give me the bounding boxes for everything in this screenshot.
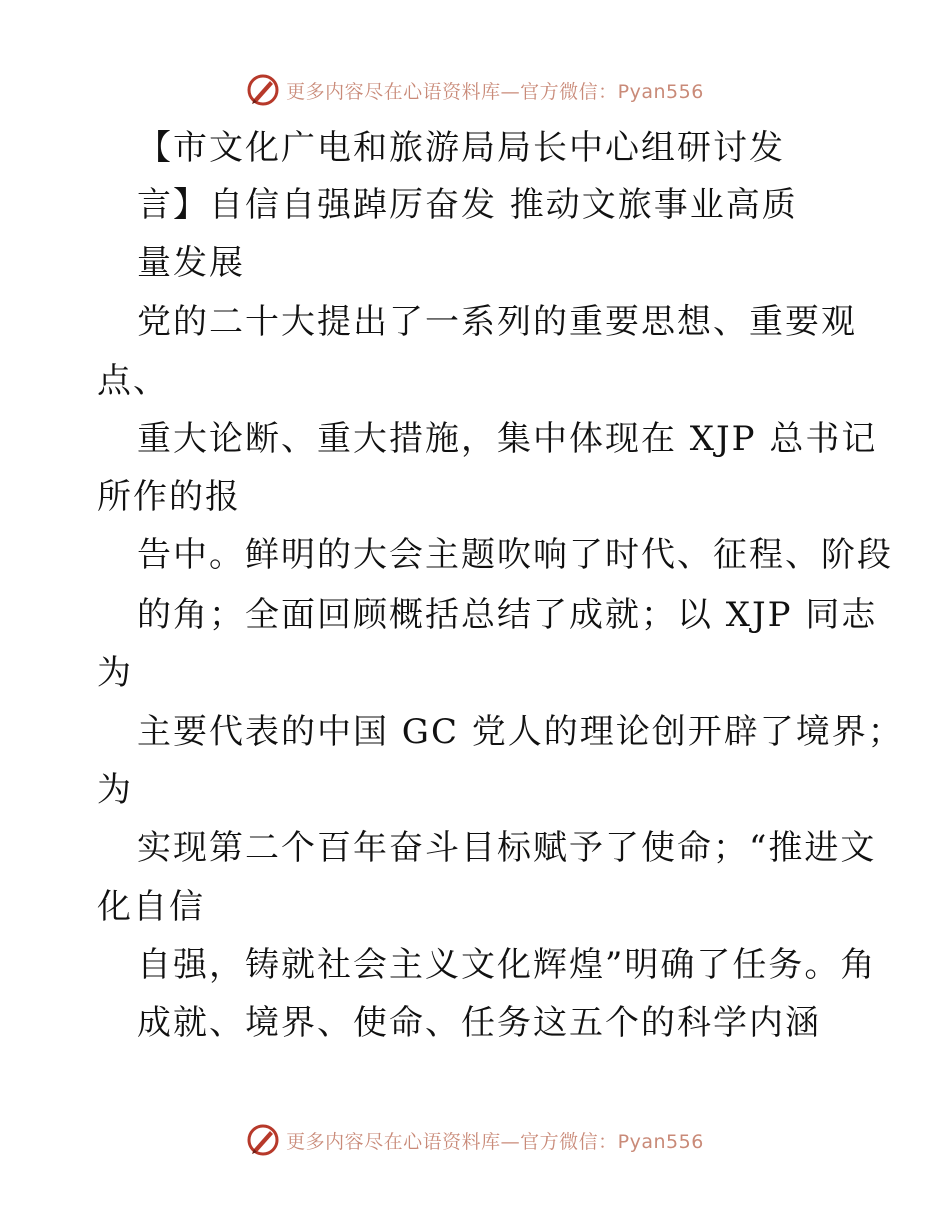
paragraph-line: 重大论断、重大措施，集中体现在 XJP 总书记	[137, 419, 878, 459]
banner-text: 更多内容尽在心语资料库—官方微信：Pyan556	[286, 1130, 704, 1153]
paragraph-line: 所作的报	[97, 477, 241, 517]
paragraph-line: 实现第二个百年奋斗目标赋予了使命；“推进文	[137, 828, 877, 868]
pen-logo-icon	[246, 73, 280, 107]
title-line: 【市文化广电和旅游局局长中心组研讨发	[137, 128, 785, 168]
paragraph-line: 自强，铸就社会主义文化辉煌”明确了任务。角	[137, 945, 877, 985]
header-banner	[0, 70, 950, 110]
paragraph-line: 化自信	[97, 887, 205, 927]
title-line: 量发展	[137, 243, 245, 283]
paragraph-line: 党的二十大提出了一系列的重要思想、重要观	[137, 302, 857, 342]
paragraph-line: 成就、境界、使命、任务这五个的科学内涵	[137, 1003, 821, 1043]
wechat-handle: Pyan556	[617, 1130, 704, 1153]
pen-logo-icon	[246, 1123, 280, 1157]
paragraph-line: 主要代表的中国 GC 党人的理论创开辟了境界；	[137, 712, 904, 752]
paragraph-line: 为	[97, 653, 133, 693]
banner-text: 更多内容尽在心语资料库—官方微信：Pyan556	[286, 80, 704, 103]
title-line: 言】自信自强踔厉奋发 推动文旅事业高质	[137, 185, 798, 225]
paragraph-line: 告中。鲜明的大会主题吹响了时代、征程、阶段	[137, 535, 893, 575]
paragraph-line: 点、	[97, 361, 169, 401]
paragraph-line: 为	[97, 770, 133, 810]
paragraph-line: 的角；全面回顾概括总结了成就；以 XJP 同志	[137, 595, 878, 635]
wechat-handle: Pyan556	[617, 80, 704, 103]
footer-banner	[0, 1120, 950, 1160]
